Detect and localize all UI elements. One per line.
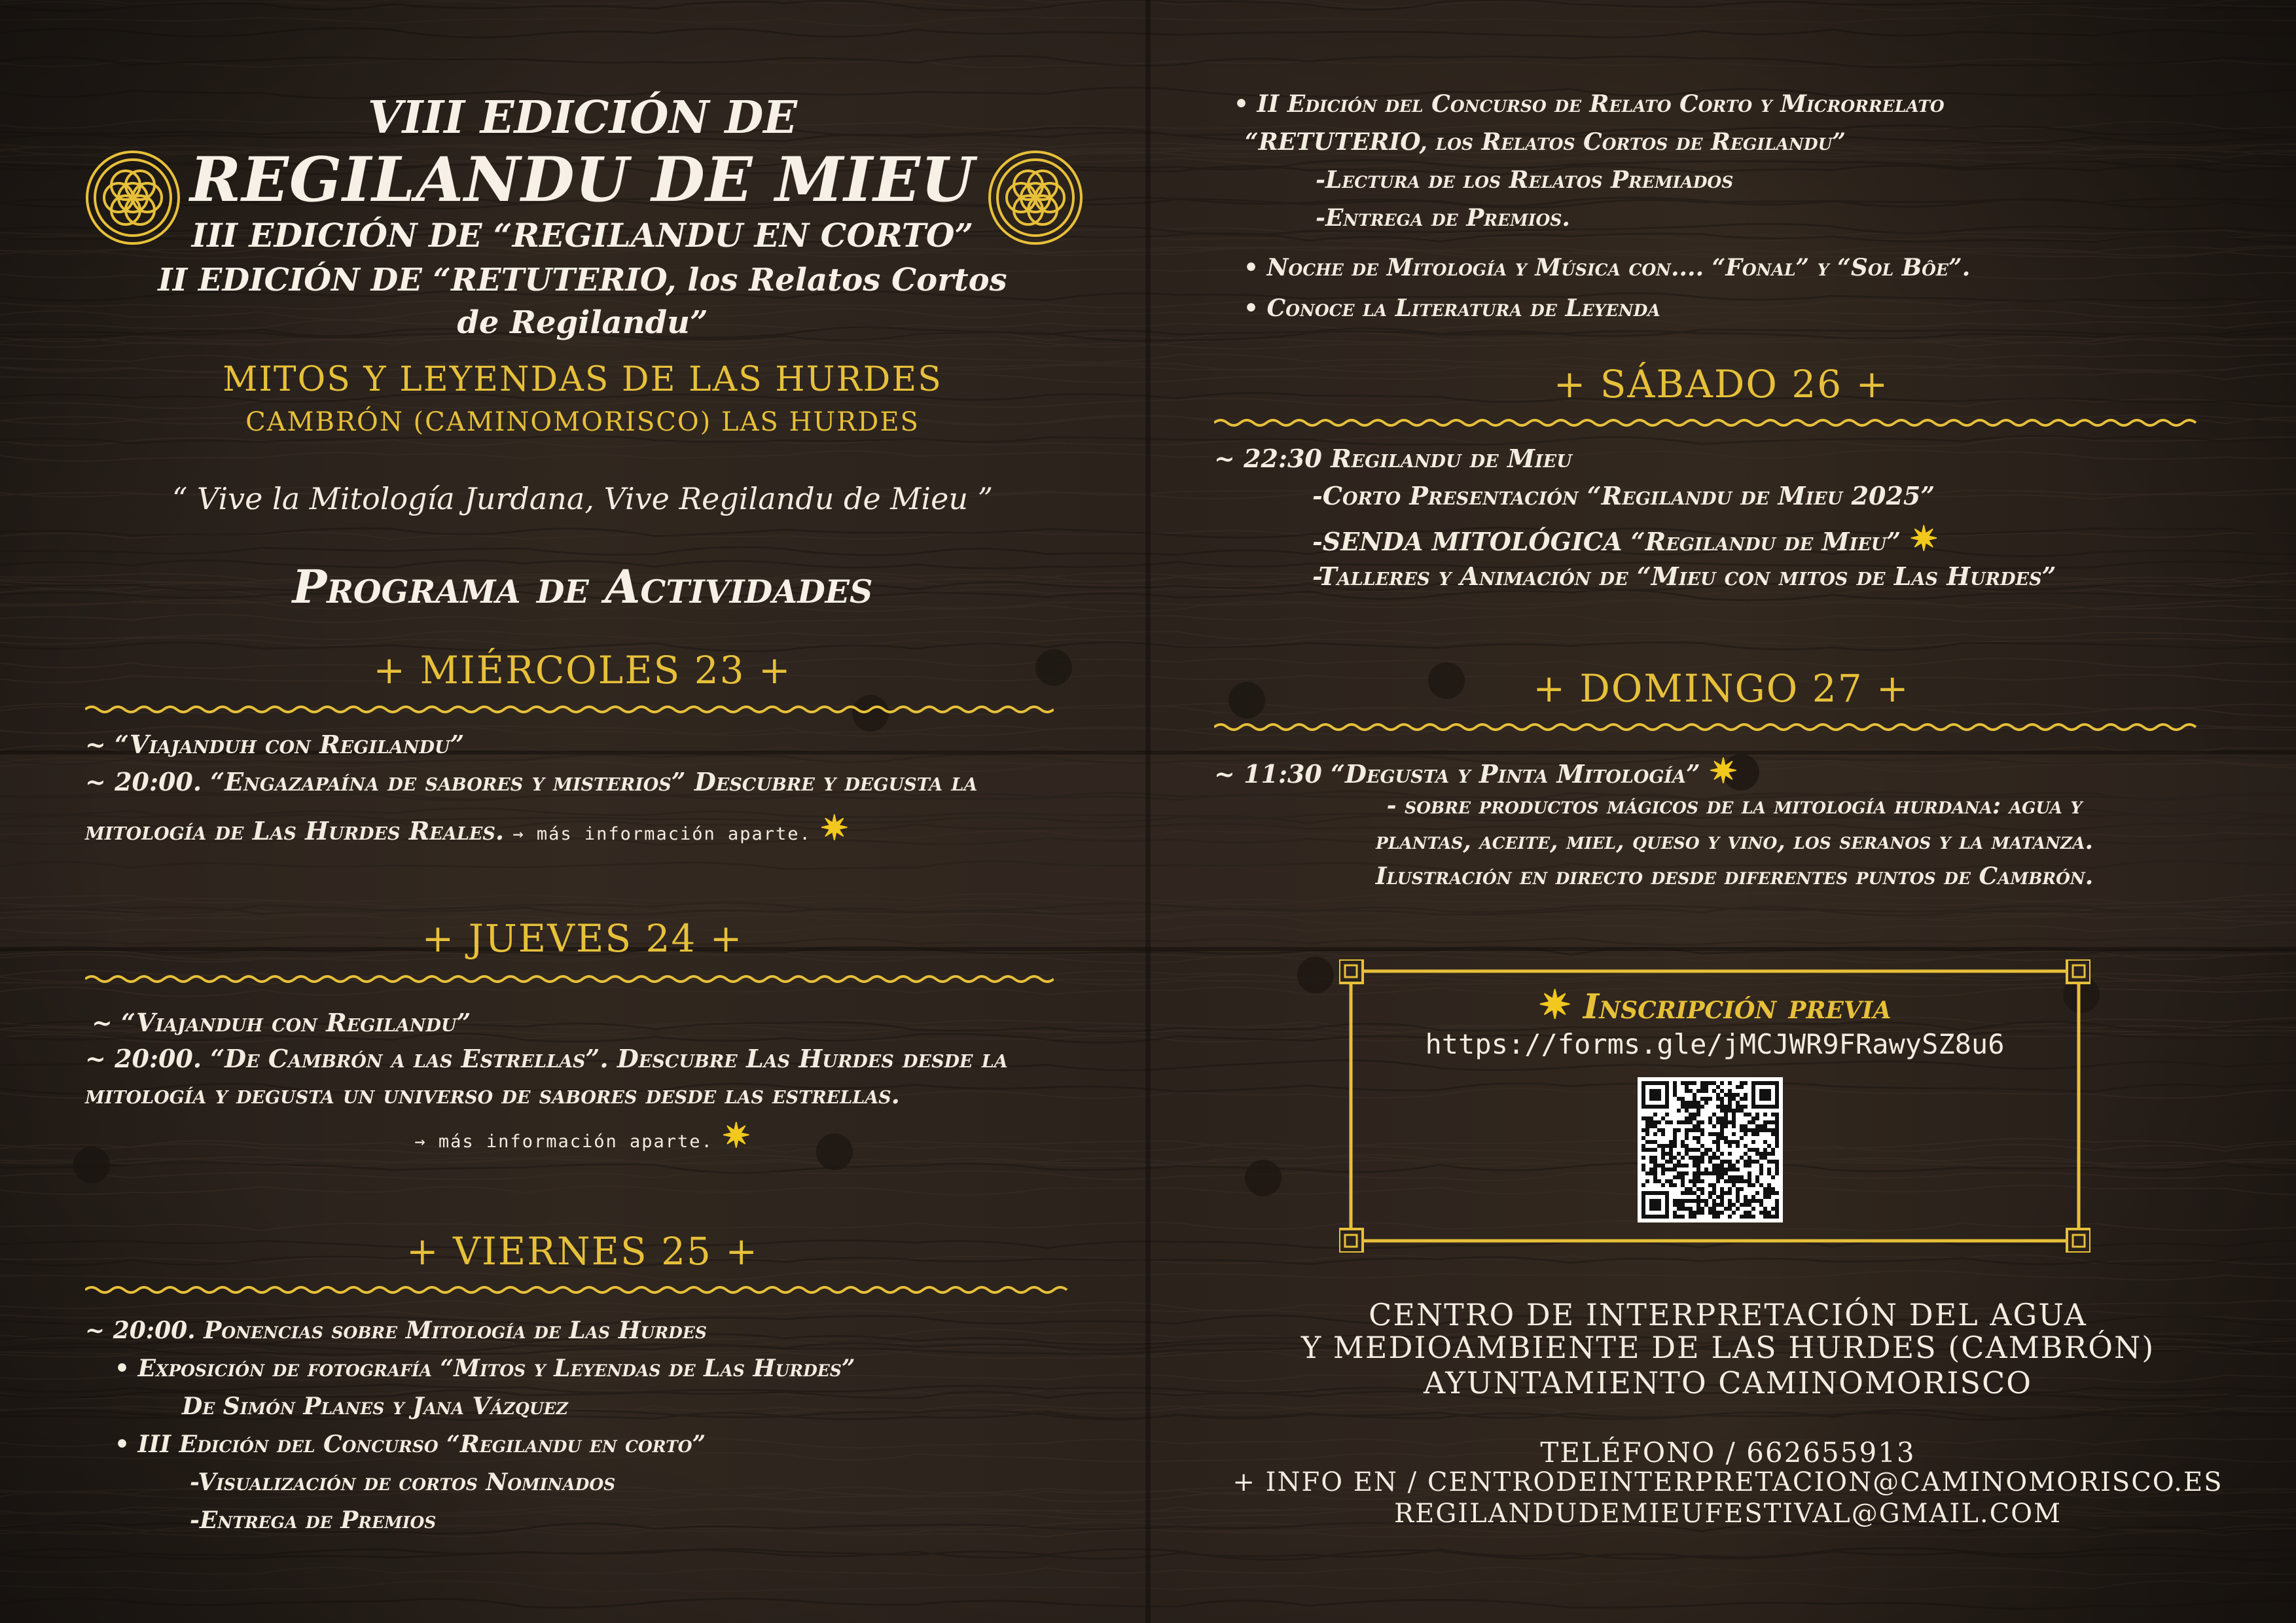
registration-url[interactable]: https://forms.gle/jMCJWR9FRawySZ8u6 xyxy=(1425,1028,2005,1060)
viernes-cont-line-1: • II Edición del Concurso de Relato Corto y Microrrelato xyxy=(1234,90,1945,118)
sabado-line-1: ~ 22:30 Regilandu de Mieu xyxy=(1214,444,1572,473)
sparkle-star-icon: ✷ xyxy=(1909,519,1939,559)
miercoles-line-1: ~ “Viajanduh con Regilandu” xyxy=(85,730,465,759)
footer-phone: TELÉFONO / 662655913 xyxy=(1540,1436,1916,1469)
viernes-line-2: • Exposición de fotografía “Mitos y Leyendas de Las Hurdes” xyxy=(115,1355,855,1382)
viernes-line-6: -Entrega de Premios xyxy=(190,1507,437,1534)
sparkle-star-icon: ✷ xyxy=(1709,751,1738,791)
domingo-line-3: plantas, aceite, miel, queso y vino, los seranos y la matanza. xyxy=(1375,827,2094,855)
day-heading-viernes: + VIERNES 25 + xyxy=(406,1229,759,1274)
sparkle-star-icon: ✷ xyxy=(722,1116,751,1156)
subtitle: MITOS Y LEYENDAS DE LAS HURDES xyxy=(223,360,942,399)
qr-code-image xyxy=(1638,1077,1783,1222)
viernes-cont-line-5: • Noche de Mitología y Música con.... “Fonal” y “Sol Bôe”. xyxy=(1244,254,1971,281)
registration-title-text: Inscripción previa xyxy=(1583,987,1892,1027)
more-info-note: → más información aparte. xyxy=(414,1132,713,1152)
programa-heading: Programa de Actividades xyxy=(292,560,873,614)
viernes-cont-line-4: -Entrega de Premios. xyxy=(1316,204,1570,232)
sabado-line-2: -Corto Presentación “Regilandu de Mieu 2025” xyxy=(1312,481,1935,510)
footer-line-2: Y MEDIOAMBIENTE DE LAS HURDES (CAMBRÓN) xyxy=(1300,1330,2155,1365)
day-heading-domingo: + DOMINGO 27 + xyxy=(1533,666,1910,711)
viernes-cont-line-6: • Conoce la Literatura de Leyenda xyxy=(1244,294,1660,322)
footer-email-2[interactable]: REGILANDUDEMIEUFESTIVAL@GMAIL.COM xyxy=(1394,1499,2062,1529)
wavy-divider xyxy=(85,704,1054,715)
viernes-cont-line-3: -Lectura de los Relatos Premiados xyxy=(1316,166,1734,194)
day-heading-miercoles: + MIÉRCOLES 23 + xyxy=(373,648,792,692)
jueves-line-3: mitología y degusta un universo de sabores desde las estrellas. xyxy=(85,1080,900,1109)
wavy-divider xyxy=(85,1284,1073,1296)
viernes-line-3: De Simón Planes y Jana Vázquez xyxy=(182,1393,568,1420)
viernes-cont-line-2: “RETUTERIO, los Relatos Cortos de Regilandu” xyxy=(1245,128,1846,156)
sabado-line-3 xyxy=(1312,519,2229,559)
footer-email-1[interactable]: + INFO EN / CENTRODEINTERPRETACION@CAMINOMORISCO.ES xyxy=(1232,1467,2223,1497)
slogan: “ Vive la Mitología Jurdana, Vive Regilandu de Mieu ” xyxy=(171,481,994,516)
sparkle-star-icon: ✷ xyxy=(820,808,849,848)
footer-line-3: AYUNTAMIENTO CAMINOMORISCO xyxy=(1424,1365,2032,1400)
day-heading-jueves: + JUEVES 24 + xyxy=(422,916,744,961)
wavy-divider xyxy=(85,973,1054,985)
edition-line: VIII EDICIÓN DE xyxy=(367,92,798,144)
festival-title: REGILANDU DE MIEU xyxy=(190,144,975,216)
miercoles-line-2: ~ 20:00. “Engazapaína de sabores y misterios” Descubre y degusta la xyxy=(85,767,978,796)
registration-box xyxy=(1339,959,2090,1253)
domingo-line-4: Ilustración en directo desde diferentes puntos de Cambrón. xyxy=(1375,863,2094,890)
registration-title xyxy=(1339,982,2090,1028)
domingo-line-1 xyxy=(1214,751,2222,791)
domingo-line-1-text: ~ 11:30 “Degusta y Pinta Mitología” xyxy=(1214,759,1700,789)
wavy-divider xyxy=(1214,417,2202,429)
qr-code[interactable] xyxy=(1638,1077,1783,1222)
footer-line-1: CENTRO DE INTERPRETACIÓN DEL AGUA xyxy=(1369,1297,2087,1332)
viernes-line-4: • III Edición del Concurso “Regilandu en corto” xyxy=(115,1431,706,1458)
edition-retuterio-cont: de Regilandu” xyxy=(457,304,708,341)
viernes-line-1: ~ 20:00. Ponencias sobre Mitología de Las Hurdes xyxy=(85,1317,707,1344)
viernes-line-5: -Visualización de cortos Nominados xyxy=(190,1469,616,1496)
wavy-divider xyxy=(1214,721,2202,733)
miercoles-line-3 xyxy=(85,808,1080,848)
jueves-line-1: ~ “Viajanduh con Regilandu” xyxy=(92,1008,471,1037)
sabado-line-4: -Talleres y Animación de “Mieu con mitos de Las Hurdes” xyxy=(1312,562,2056,591)
jueves-line-2: ~ 20:00. “De Cambrón a las Estrellas”. Descubre Las Hurdes desde la xyxy=(85,1044,1008,1073)
jueves-line-4 xyxy=(85,1116,1080,1156)
edition-corto: III EDICIÓN DE “REGILANDU EN CORTO” xyxy=(191,216,974,255)
sabado-line-3-text: -SENDA MITOLÓGICA “Regilandu de Mieu” xyxy=(1312,527,1901,556)
domingo-line-2: - sobre productos mágicos de la mitología hurdana: agua y xyxy=(1386,792,2083,819)
day-heading-sabado: + SÁBADO 26 + xyxy=(1553,362,1890,406)
more-info-note: → más información aparte. xyxy=(512,824,812,844)
miercoles-line-3-text: mitología de Las Hurdes Reales. xyxy=(85,816,505,846)
location: CAMBRÓN (CAMINOMORISCO) LAS HURDES xyxy=(245,407,920,437)
sparkle-star-icon: ✷ xyxy=(1538,982,1571,1028)
edition-retuterio: II EDICIÓN DE “RETUTERIO, los Relatos Cortos xyxy=(158,262,1007,298)
